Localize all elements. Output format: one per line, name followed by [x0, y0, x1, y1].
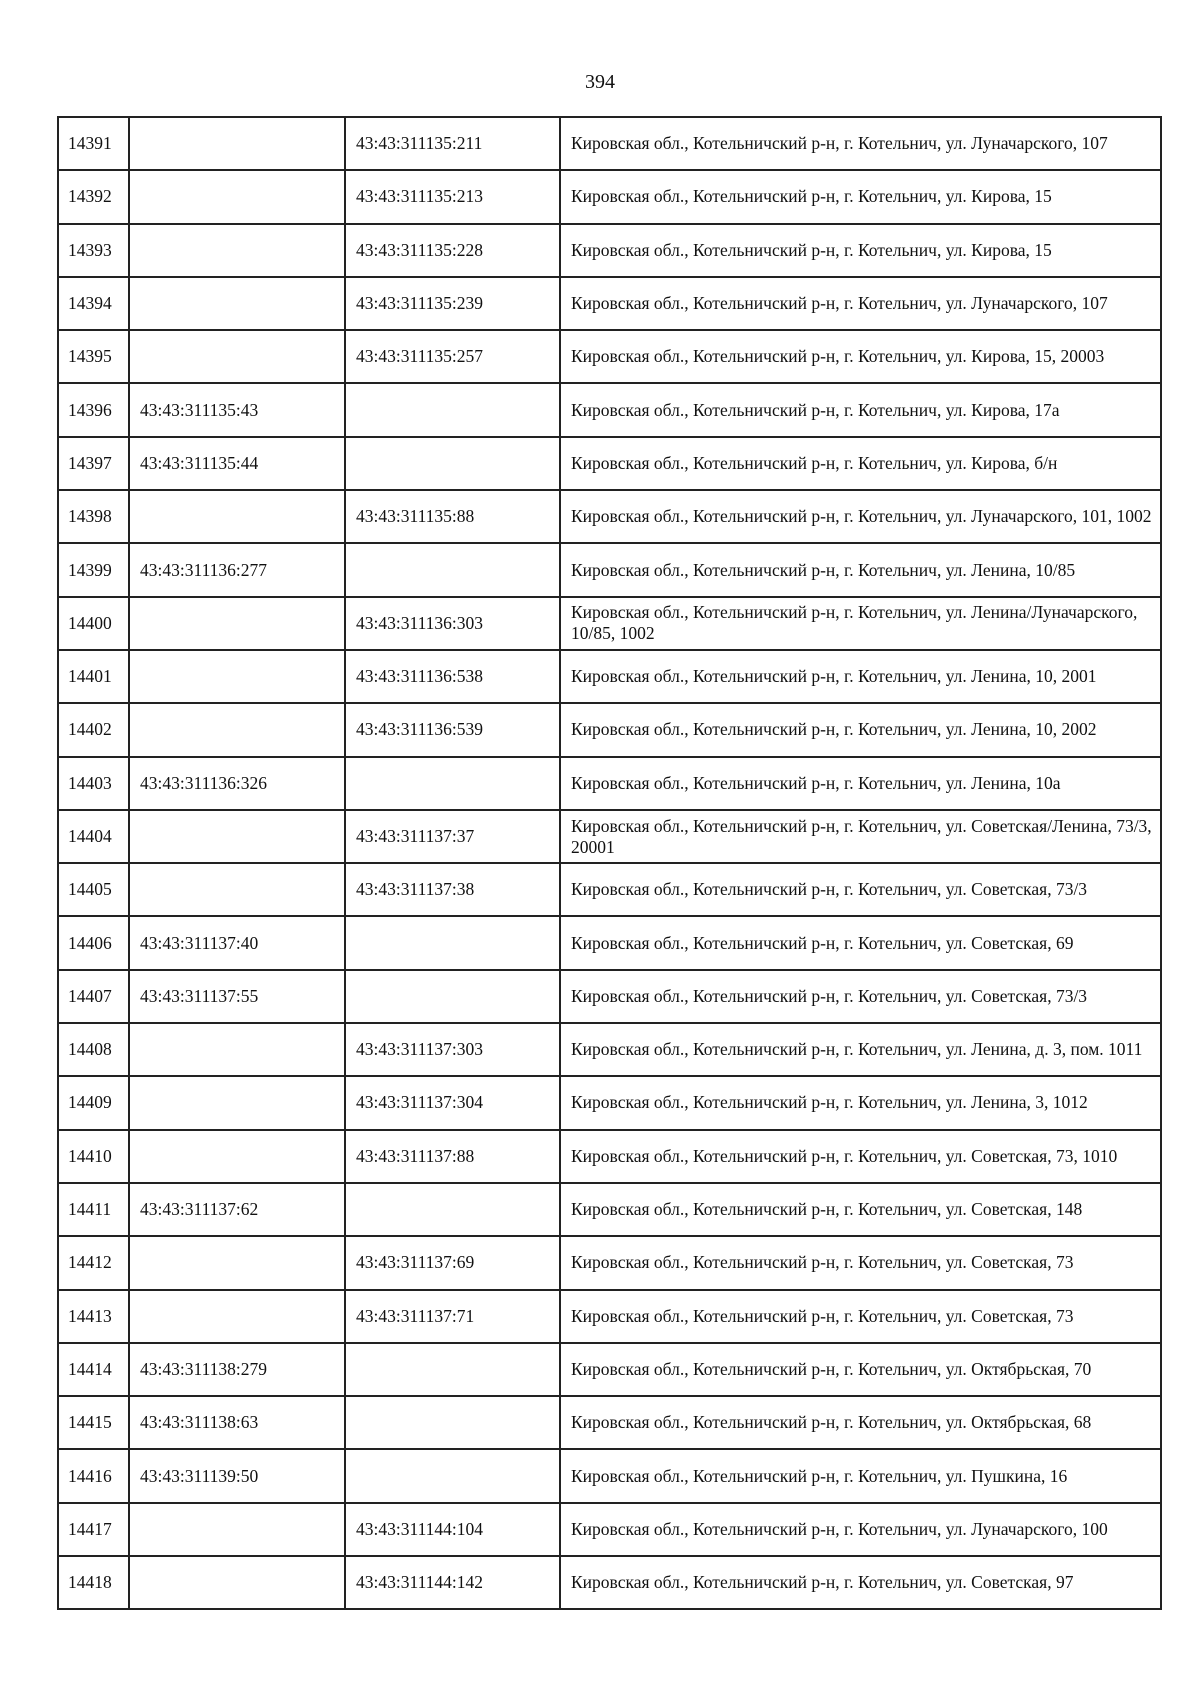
cadastral-number-cell: [129, 224, 345, 277]
row-number-cell: 14397: [58, 437, 129, 490]
cadastral-number-alt-cell: [345, 383, 560, 436]
table-row: [58, 224, 1161, 277]
cadastral-number-alt-cell: 43:43:311135:211: [345, 117, 560, 170]
cadastral-number-alt-cell: 43:43:311135:88: [345, 490, 560, 543]
address-cell: Кировская обл., Котельничский р-н, г. Котельнич, ул. Советская/Ленина, 73/3, 20001: [560, 810, 1161, 863]
address-cell: Кировская обл., Котельничский р-н, г. Котельнич, ул. Кирова, 15: [560, 170, 1161, 223]
row-number-cell: 14391: [58, 117, 129, 170]
cadastral-number-cell: 43:43:311138:279: [129, 1343, 345, 1396]
row-number-cell: 14400: [58, 597, 129, 650]
table-row: [58, 916, 1161, 969]
cadastral-number-alt-cell: 43:43:311135:213: [345, 170, 560, 223]
registry-table: [57, 116, 1162, 1610]
row-number-cell: 14401: [58, 650, 129, 703]
cadastral-number-alt-cell: 43:43:311136:538: [345, 650, 560, 703]
address-cell: Кировская обл., Котельничский р-н, г. Котельнич, ул. Октябрьская, 68: [560, 1396, 1161, 1449]
cadastral-number-cell: [129, 703, 345, 756]
cadastral-number-alt-cell: [345, 1343, 560, 1396]
cadastral-number-cell: [129, 117, 345, 170]
address-cell: Кировская обл., Котельничский р-н, г. Котельнич, ул. Луначарского, 100: [560, 1503, 1161, 1556]
row-number-cell: 14412: [58, 1236, 129, 1289]
table-row: [58, 1076, 1161, 1129]
row-number-cell: 14404: [58, 810, 129, 863]
address-cell: Кировская обл., Котельничский р-н, г. Котельнич, ул. Советская, 73/3: [560, 970, 1161, 1023]
row-number-cell: 14393: [58, 224, 129, 277]
row-number-cell: 14398: [58, 490, 129, 543]
row-number-cell: 14394: [58, 277, 129, 330]
address-cell: Кировская обл., Котельничский р-н, г. Котельнич, ул. Ленина, 10, 2002: [560, 703, 1161, 756]
address-cell: Кировская обл., Котельничский р-н, г. Котельнич, ул. Советская, 73, 1010: [560, 1130, 1161, 1183]
table-row: [58, 1556, 1161, 1609]
address-cell: Кировская обл., Котельничский р-н, г. Котельнич, ул. Кирова, 15, 20003: [560, 330, 1161, 383]
address-cell: Кировская обл., Котельничский р-н, г. Котельнич, ул. Луначарского, 107: [560, 277, 1161, 330]
row-number-cell: 14417: [58, 1503, 129, 1556]
row-number-cell: 14416: [58, 1449, 129, 1502]
cadastral-number-alt-cell: 43:43:311136:539: [345, 703, 560, 756]
row-number-cell: 14405: [58, 863, 129, 916]
row-number-cell: 14403: [58, 757, 129, 810]
cadastral-number-alt-cell: 43:43:311137:37: [345, 810, 560, 863]
cadastral-number-alt-cell: 43:43:311137:71: [345, 1290, 560, 1343]
cadastral-number-cell: [129, 863, 345, 916]
table-row: [58, 810, 1161, 863]
table-row: [58, 383, 1161, 436]
cadastral-number-cell: 43:43:311135:44: [129, 437, 345, 490]
cadastral-number-alt-cell: 43:43:311135:257: [345, 330, 560, 383]
cadastral-number-cell: 43:43:311138:63: [129, 1396, 345, 1449]
table-row: [58, 597, 1161, 650]
table-row: [58, 1449, 1161, 1502]
address-cell: Кировская обл., Котельничский р-н, г. Котельнич, ул. Пушкина, 16: [560, 1449, 1161, 1502]
table-row: [58, 1130, 1161, 1183]
table-row: [58, 1503, 1161, 1556]
row-number-cell: 14418: [58, 1556, 129, 1609]
row-number-cell: 14415: [58, 1396, 129, 1449]
row-number-cell: 14402: [58, 703, 129, 756]
table-row: [58, 170, 1161, 223]
table-row: [58, 277, 1161, 330]
cadastral-number-alt-cell: [345, 1396, 560, 1449]
row-number-cell: 14407: [58, 970, 129, 1023]
registry-table-body: [58, 117, 1161, 1609]
cadastral-number-alt-cell: [345, 437, 560, 490]
table-row: [58, 703, 1161, 756]
cadastral-number-cell: 43:43:311135:43: [129, 383, 345, 436]
address-cell: Кировская обл., Котельничский р-н, г. Котельнич, ул. Ленина, 10/85: [560, 543, 1161, 596]
table-row: [58, 650, 1161, 703]
table-row: [58, 757, 1161, 810]
row-number-cell: 14413: [58, 1290, 129, 1343]
table-row: [58, 1396, 1161, 1449]
cadastral-number-alt-cell: 43:43:311137:303: [345, 1023, 560, 1076]
row-number-cell: 14414: [58, 1343, 129, 1396]
cadastral-number-alt-cell: 43:43:311137:88: [345, 1130, 560, 1183]
cadastral-number-alt-cell: 43:43:311144:104: [345, 1503, 560, 1556]
page-number: 394: [585, 71, 615, 93]
row-number-cell: 14411: [58, 1183, 129, 1236]
cadastral-number-cell: [129, 170, 345, 223]
address-cell: Кировская обл., Котельничский р-н, г. Котельнич, ул. Советская, 148: [560, 1183, 1161, 1236]
address-cell: Кировская обл., Котельничский р-н, г. Котельнич, ул. Кирова, б/н: [560, 437, 1161, 490]
cadastral-number-alt-cell: 43:43:311135:239: [345, 277, 560, 330]
cadastral-number-cell: [129, 650, 345, 703]
row-number-cell: 14392: [58, 170, 129, 223]
cadastral-number-cell: [129, 810, 345, 863]
cadastral-number-cell: [129, 1076, 345, 1129]
cadastral-number-cell: 43:43:311137:40: [129, 916, 345, 969]
cadastral-number-cell: 43:43:311137:55: [129, 970, 345, 1023]
row-number-cell: 14409: [58, 1076, 129, 1129]
table-row: [58, 543, 1161, 596]
address-cell: Кировская обл., Котельничский р-н, г. Котельнич, ул. Ленина, 10а: [560, 757, 1161, 810]
cadastral-number-alt-cell: [345, 1183, 560, 1236]
table-row: [58, 1183, 1161, 1236]
cadastral-number-cell: [129, 1503, 345, 1556]
row-number-cell: 14410: [58, 1130, 129, 1183]
cadastral-number-cell: 43:43:311136:326: [129, 757, 345, 810]
address-cell: Кировская обл., Котельничский р-н, г. Котельнич, ул. Ленина, 10, 2001: [560, 650, 1161, 703]
address-cell: Кировская обл., Котельничский р-н, г. Котельнич, ул. Советская, 69: [560, 916, 1161, 969]
row-number-cell: 14395: [58, 330, 129, 383]
cadastral-number-cell: [129, 277, 345, 330]
cadastral-number-cell: 43:43:311136:277: [129, 543, 345, 596]
cadastral-number-cell: [129, 1130, 345, 1183]
cadastral-number-alt-cell: [345, 916, 560, 969]
cadastral-number-alt-cell: [345, 1449, 560, 1502]
cadastral-number-cell: [129, 597, 345, 650]
cadastral-number-alt-cell: 43:43:311137:69: [345, 1236, 560, 1289]
table-row: [58, 490, 1161, 543]
address-cell: Кировская обл., Котельничский р-н, г. Котельнич, ул. Советская, 73/3: [560, 863, 1161, 916]
cadastral-number-alt-cell: [345, 970, 560, 1023]
cadastral-number-cell: [129, 1290, 345, 1343]
cadastral-number-cell: [129, 1023, 345, 1076]
table-row: [58, 970, 1161, 1023]
row-number-cell: 14408: [58, 1023, 129, 1076]
row-number-cell: 14406: [58, 916, 129, 969]
address-cell: Кировская обл., Котельничский р-н, г. Котельнич, ул. Ленина, д. 3, пом. 1011: [560, 1023, 1161, 1076]
row-number-cell: 14396: [58, 383, 129, 436]
cadastral-number-alt-cell: 43:43:311137:304: [345, 1076, 560, 1129]
row-number-cell: 14399: [58, 543, 129, 596]
cadastral-number-cell: [129, 330, 345, 383]
address-cell: Кировская обл., Котельничский р-н, г. Котельнич, ул. Луначарского, 101, 1002: [560, 490, 1161, 543]
cadastral-number-alt-cell: 43:43:311144:142: [345, 1556, 560, 1609]
address-cell: Кировская обл., Котельничский р-н, г. Котельнич, ул. Советская, 73: [560, 1290, 1161, 1343]
cadastral-number-cell: 43:43:311139:50: [129, 1449, 345, 1502]
table-row: [58, 117, 1161, 170]
address-cell: Кировская обл., Котельничский р-н, г. Котельнич, ул. Октябрьская, 70: [560, 1343, 1161, 1396]
address-cell: Кировская обл., Котельничский р-н, г. Котельнич, ул. Советская, 73: [560, 1236, 1161, 1289]
address-cell: Кировская обл., Котельничский р-н, г. Котельнич, ул. Ленина, 3, 1012: [560, 1076, 1161, 1129]
table-row: [58, 863, 1161, 916]
cadastral-number-cell: [129, 1556, 345, 1609]
address-cell: Кировская обл., Котельничский р-н, г. Котельнич, ул. Луначарского, 107: [560, 117, 1161, 170]
address-cell: Кировская обл., Котельничский р-н, г. Котельнич, ул. Кирова, 17а: [560, 383, 1161, 436]
cadastral-number-alt-cell: [345, 543, 560, 596]
address-cell: Кировская обл., Котельничский р-н, г. Котельнич, ул. Кирова, 15: [560, 224, 1161, 277]
cadastral-number-cell: 43:43:311137:62: [129, 1183, 345, 1236]
table-row: [58, 1343, 1161, 1396]
table-row: [58, 1290, 1161, 1343]
table-row: [58, 330, 1161, 383]
cadastral-number-alt-cell: [345, 757, 560, 810]
cadastral-number-alt-cell: 43:43:311136:303: [345, 597, 560, 650]
cadastral-number-alt-cell: 43:43:311135:228: [345, 224, 560, 277]
cadastral-number-cell: [129, 1236, 345, 1289]
address-cell: Кировская обл., Котельничский р-н, г. Котельнич, ул. Ленина/Луначарского, 10/85, 1002: [560, 597, 1161, 650]
cadastral-number-alt-cell: 43:43:311137:38: [345, 863, 560, 916]
table-row: [58, 1236, 1161, 1289]
address-cell: Кировская обл., Котельничский р-н, г. Котельнич, ул. Советская, 97: [560, 1556, 1161, 1609]
table-row: [58, 1023, 1161, 1076]
table-row: [58, 437, 1161, 490]
cadastral-number-cell: [129, 490, 345, 543]
